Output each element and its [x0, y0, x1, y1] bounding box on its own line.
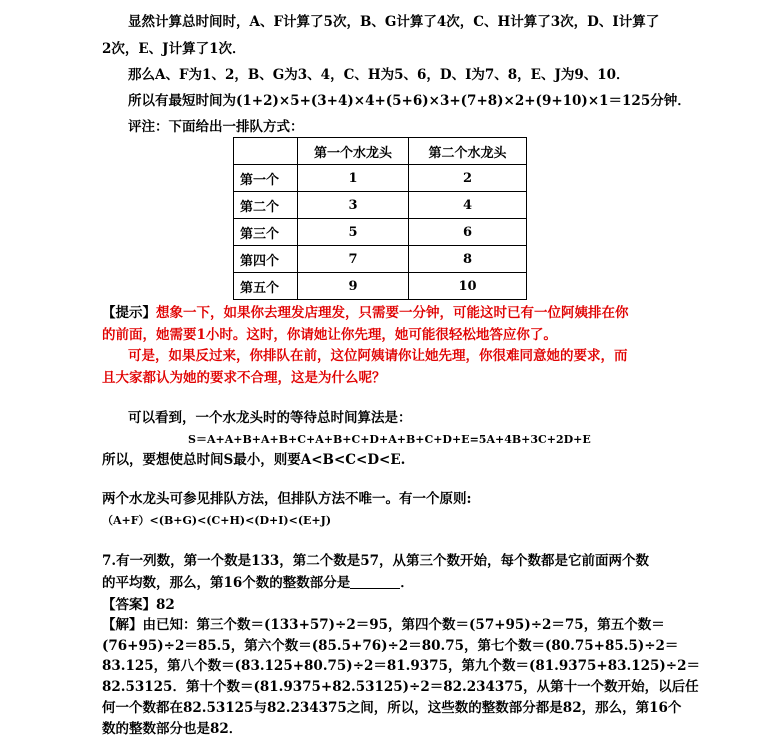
text-line: 显然计算总时间时，A、F计算了5次，B、G计算了4次，C、H计算了3次，D、I计算了 [128, 14, 660, 30]
table-cell: 3 [298, 192, 409, 219]
table-row [234, 273, 527, 300]
answer-blank [350, 574, 400, 589]
comment-line: 评注：下面给出一排队方式： [128, 119, 304, 135]
table-row [234, 246, 527, 273]
table-cell: 1 [298, 165, 409, 192]
solution-line: 【解】由已知：第三个数＝(133+57)÷2＝95，第四个数＝(57+95)÷2＝75，第五个数＝ [102, 617, 665, 633]
solution-line: 83.125，第八个数＝(83.125+80.75)÷2＝81.9375，第九个数＝(81.9375+83.125)÷2＝ [102, 658, 700, 674]
question-line: 7.有一列数，第一个数是133，第二个数是57，从第三个数开始，每个数都是它前面两个数 [102, 553, 650, 569]
table-header-cell [234, 138, 298, 165]
solution-line: 何一个数都在82.53125与82.234375之间，所以，这些数的整数部分都是82，那么，第16个 [102, 700, 682, 716]
table-row [234, 192, 527, 219]
table-row [234, 165, 527, 192]
hint-text: 可是，如果反过来，你排队在前，这位阿姨请你让她先理，你很难同意她的要求，而 [128, 348, 628, 364]
hint-tag: 【提示】 [102, 305, 156, 321]
table-cell: 第三个 [234, 219, 298, 246]
solution-line: (76+95)÷2＝85.5，第六个数＝(85.5+76)÷2＝80.75，第七个数＝(80.75+85.5)÷2＝ [102, 638, 679, 654]
table-cell: 第一个 [234, 165, 298, 192]
question-end: ． [400, 575, 414, 591]
table-header-cell: 第二个水龙头 [409, 138, 527, 165]
hint-text: 且大家都认为她的要求不合理，这是为什么呢？ [102, 370, 386, 386]
table-cell: 9 [298, 273, 409, 300]
text-line: 所以有最短时间为(1+2)×5+(3+4)×4+(5+6)×3+(7+8)×2+(9+10)×1＝125分钟． [128, 93, 691, 109]
table-cell: 第四个 [234, 246, 298, 273]
solution-line: 82.53125．第十个数＝(81.9375+82.53125)÷2＝82.234375，从第十一个数开始，以后任 [102, 679, 699, 695]
solution-line: 数的整数部分也是82． [102, 721, 243, 737]
question-text: 的平均数，那么，第16个数的整数部分是 [102, 575, 351, 591]
table-cell: 8 [409, 246, 527, 273]
answer-line: 【答案】82 [102, 597, 175, 613]
table-row [234, 219, 527, 246]
text-line: 两个水龙头可参见排队方法，但排队方法不唯一。有一个原则: [102, 491, 472, 507]
table-header-cell: 第一个水龙头 [298, 138, 409, 165]
table-cell: 6 [409, 219, 527, 246]
table-cell: 第二个 [234, 192, 298, 219]
text-line: 2次，E、J计算了1次． [102, 41, 246, 57]
table-header-row [234, 138, 527, 165]
question-line [102, 574, 414, 592]
queue-table [233, 137, 527, 300]
table-cell: 2 [409, 165, 527, 192]
text-line: 可以看到，一个水龙头时的等待总时间算法是： [128, 410, 412, 426]
text-line: 所以，要想使总时间S最小，则要A<B<C<D<E. [102, 452, 406, 468]
principle-line: （A+F）<(B+G)<(C+H)<(D+I)<(E+J) [102, 514, 332, 527]
table-cell: 第五个 [234, 273, 298, 300]
hint-text: 想象一下，如果你去理发店理发，只需要一分钟，可能这时已有一位阿姨排在你 [156, 305, 629, 321]
table-cell: 5 [298, 219, 409, 246]
table-cell: 10 [409, 273, 527, 300]
table-cell: 7 [298, 246, 409, 273]
formula: S＝A+A+B+A+B+C+A+B+C+D+A+B+C+D+E=5A+4B+3C+2D+E [188, 433, 591, 446]
table-cell: 4 [409, 192, 527, 219]
hint-text: 的前面，她需要1小时。这时，你请她让你先理，她可能很轻松地答应你了。 [102, 327, 557, 343]
text-line: 那么A、F为1、2，B、G为3、4，C、H为5、6，D、I为7、8，E、J为9、10． [128, 67, 630, 83]
hint-line [102, 304, 629, 322]
